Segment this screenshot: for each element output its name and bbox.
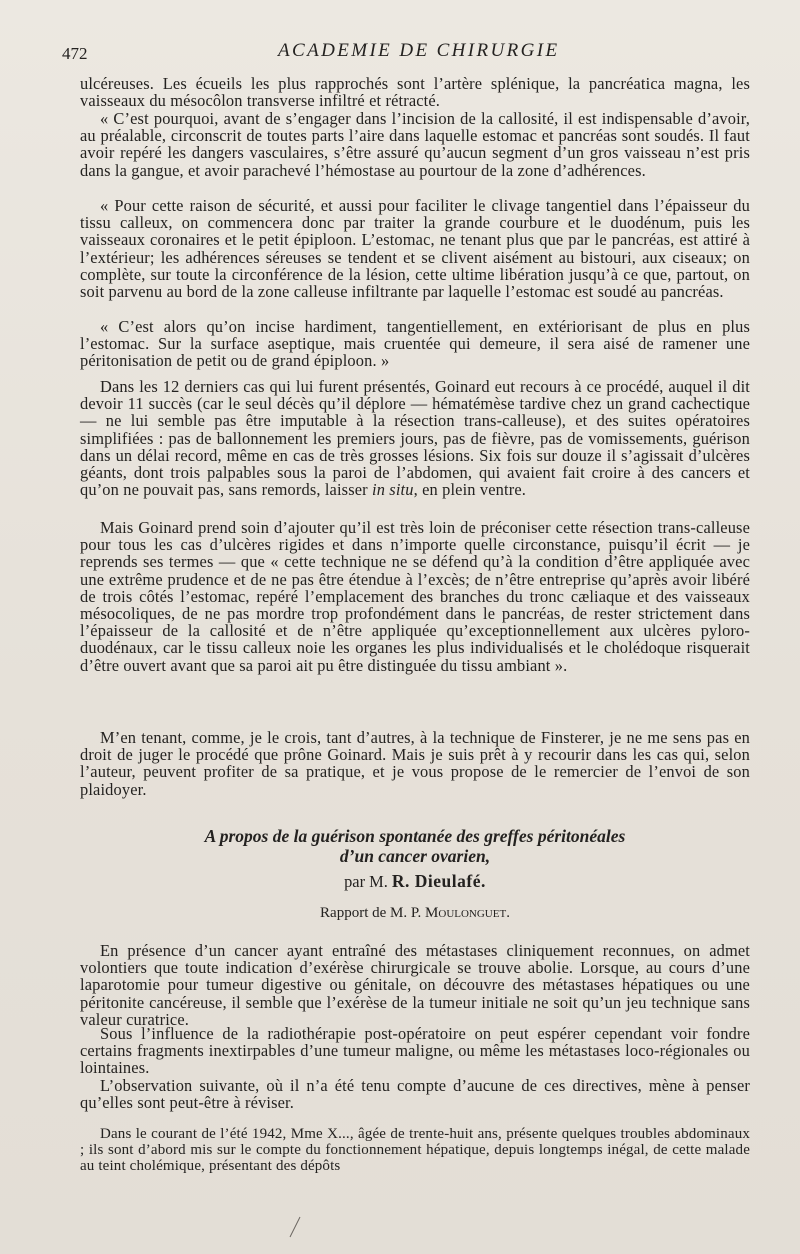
article-paragraph: En présence d’un cancer ayant entraîné des métastases cliniquement reconnues, on admet volontiers que toute indication d’exérèse chirurgicale se trouve abolie. Lorsque, au cours d’une laparotomie pour tumeur digestive ou génitale, on découvre des métastases hépatiques ou une péritonite cancéreuse, il semble que l’exérèse de la tumeur initiale ne soit qu’un jeu technique sans valeur curatrice. — [80, 941, 750, 1029]
italic-term: in situ — [372, 480, 414, 500]
byline-prefix: par M. — [344, 872, 388, 891]
quoted-paragraph: « Pour cette raison de sécurité, et aussi pour faciliter le clivage tangentiel dans l’épaisseur du tissu calleux, on commencera donc par traiter la grande courbure et le duodénum, puis les vaisseaux coronaires et le petit épiploon. L’estomac, ne tenant plus que par le pancréas, est attiré à l’extérieur; les adhérences séreuses se tendent et se clivent aisément au bistouri, aux ciseaux; on complète, sur toute la circonférence de la lésion, cette ultime libération jusqu’à ce que, partout, on soit parvenu au bord de la zone calleuse infiltrante par laquelle l’estomac est soudé au pancréas. — [80, 196, 750, 302]
observation-paragraph: Dans le courant de l’été 1942, Mme X..., âgée de trente-huit ans, présente quelques troubles abdominaux ; ils sont d’abord mis sur le compte du fonctionnement hépatique, depuis longtemps inégal, de cette malade au teint cholémique, présentant des dépôts — [80, 1126, 750, 1175]
report-author: Moulonguet. — [425, 905, 510, 921]
page-header — [62, 40, 748, 64]
page-number: 472 — [62, 44, 88, 63]
body-text: , en plein ventre. — [413, 480, 526, 500]
article-title-line: A propos de la guérison spontanée des greffes péritonéales — [204, 826, 626, 846]
pencil-mark-icon — [288, 1216, 302, 1238]
quoted-paragraph: « C’est pourquoi, avant de s’engager dans l’incision de la callosité, il est indispensable d’avoir, au préalable, circonscrit de toutes parts l’aire dans laquelle estomac et pancréas sont soudés. Il faut avoir repéré les dangers vasculaires, s’être assuré qu’aucun segment d’un gros vaisseau n’est pris dans la gangue, et avoir parachevé l’hémostase au pourtour de la zone d’adhérences. — [80, 109, 750, 180]
body-paragraph — [80, 378, 750, 498]
report-prefix: Rapport de M. P. — [320, 905, 422, 921]
running-title: ACADEMIE DE CHIRURGIE — [278, 40, 560, 61]
body-text: Dans les 12 derniers cas qui lui furent présentés, Goinard eut recours à ce procédé, auquel il dit devoir 11 succès (car le seul décès qu’il déplore — hématémèse tardive chez un grand cachectique — ne lui semble pas être imputable à la résection trans-calleuse), et des suites opératoires simplifiées : pas de ballonnement les premiers jours, pas de fièvre, pas de vomissements, guérison dans un délai record, même en cas de très grosses lésions. Six fois sur douze il s’agissait d’ulcères géants, dont trois palpables sous la paroi de l’abdomen, qui avaient fait croire à des cancers et qu’on ne pouvait pas, sans remords, laisser — [80, 377, 750, 500]
report-line — [80, 905, 750, 922]
body-paragraph: Mais Goinard prend soin d’ajouter qu’il est très loin de préconiser cette résection trans-calleuse pour tous les cas d’ulcères rigides et dans n’importe quelle circonstance, puisqu’il écrit — je reprends ses termes — que « cette technique ne se défend qu’à la condition d’être appliquée avec une extrême prudence et de ne pas être étendue à l’excès; de n’être entreprise qu’après avoir libéré de trois côtés l’estomac, repéré l’emplacement des branches du tronc cæliaque et des vaisseaux mésocoliques, de ne pas mordre trop profondément dans le pancréas, de rester strictement dans l’épaisseur de la callosité et de n’être appliquée qu’exceptionnellement aux ulcères pyloro-duodénaux, car le tissu calleux noie les organes les plus individualisés et le cholédoque risquerait d’être ouvert avant que sa paroi ait pu être distinguée du tissu ambiant ». — [80, 518, 750, 675]
article-title-line: d’un cancer ovarien, — [339, 846, 491, 866]
paragraph-continued: ulcéreuses. Les écueils les plus rapprochés sont l’artère splénique, la pancréatica magna, les vaisseaux du mésocôlon transverse infiltré et rétracté. — [80, 74, 750, 111]
article-paragraph: L’observation suivante, où il n’a été tenu compte d’aucune de ces directives, mène à penser qu’elles sont peut-être à réviser. — [80, 1076, 750, 1113]
article-byline — [80, 871, 750, 892]
article-title — [80, 826, 750, 866]
body-paragraph: M’en tenant, comme, je le crois, tant d’autres, à la technique de Finsterer, je ne me sens pas en droit de juger le procédé que prône Goinard. Mais je suis prêt à y recourir dans les cas qui, selon l’auteur, peuvent profiter de sa pratique, et je vous propose de le remercier de l’envoi de son plaidoyer. — [80, 728, 750, 799]
article-paragraph: Sous l’influence de la radiothérapie post-opératoire on peut espérer cependant voir fondre certains fragments inextirpables d’une tumeur maligne, ou même les métastases loco-régionales ou lointaines. — [80, 1024, 750, 1078]
quoted-paragraph: « C’est alors qu’on incise hardiment, tangentiellement, en extériorisant de plus en plus l’estomac. Sur la surface aseptique, mais cruentée qui demeure, il sera aisé de ramener une péritonisation de petit ou de grand épiploon. » — [80, 317, 750, 371]
byline-author: R. Dieulafé. — [391, 871, 486, 891]
